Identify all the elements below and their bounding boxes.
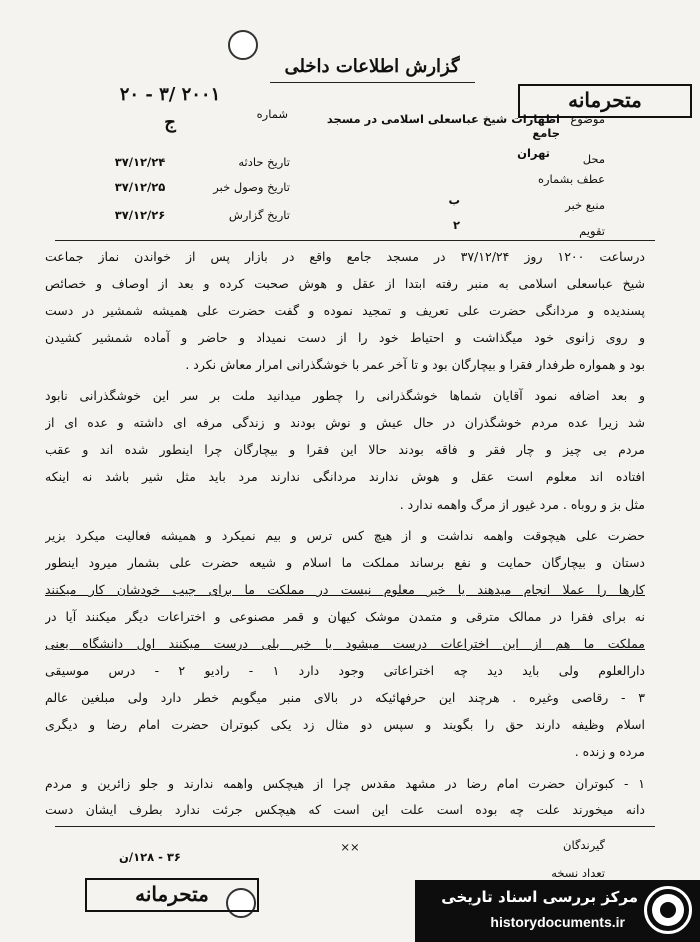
archive-logo-banner xyxy=(415,880,700,942)
body-line: و بعد اضافه نمود آقایان شماها خوشگذرانی را چطور میدانید ملت بر سر این خوشگذرانی نابود xyxy=(45,388,645,403)
rating-label: تقویم xyxy=(579,224,605,238)
punch-hole xyxy=(228,30,258,60)
archive-url[interactable]: historydocuments.ir xyxy=(490,914,625,930)
body-line: حضرت علی هیچوقت واهمه نداشت و از هیچ کس ترس و بیم نمیکرد و همیشه فعالیت میکرد بزیر xyxy=(45,528,645,543)
received-date-label: تاریخ وصول خبر xyxy=(213,180,290,194)
body-line: نه برای فقرا در ممالک مترقی و متمدن موشک کیهان و قمر مصنوعی و اختراعات دیگر میکنند آیا در xyxy=(45,609,645,624)
document-letter: ج xyxy=(164,112,176,133)
archive-logo-inner xyxy=(652,894,684,926)
confidential-stamp-top: متحرمانه xyxy=(518,84,692,118)
body-line: دارالعلوم ولی باید دید چه اختراعاتی وجود دارد ۱ - رادیو ۲ - درس موسیقی xyxy=(45,663,645,678)
body-line: درساعت ۱۲۰۰ روز ۳۷/۱۲/۲۴ در مسجد جامع واقع در بازار پس از خواندن نماز جماعت xyxy=(45,249,645,264)
report-date-label: تاریخ گزارش xyxy=(228,208,290,222)
subject-label: موضوع xyxy=(570,112,605,126)
body-line: افتاده اند معلوم است عقل و هوش ندارند مردانگی ندارند مرد باید مثل شیر باشد نه اینکه xyxy=(45,469,645,484)
body-line: ۳ - رقاصی وغیره . هرچند این حرفهائیکه در بالای منبر میگویم خطر دارد ولی مبلغین عالم xyxy=(45,690,645,705)
body-line: و روی زانوی خود میگذاشت و احتیاط خود را از دست نمیداد و حاضر و آماده شمشیر کشیدن xyxy=(45,330,645,345)
source-label: منبع خبر xyxy=(565,198,605,212)
reference-label: عطف بشماره xyxy=(537,172,605,186)
report-date: ۳۷/۱۲/۲۶ xyxy=(114,208,166,222)
body-line: شیخ عباسعلی اسلامی به منبر رفته ابتدا از عقل و هوش صحبت کرده و بعد از اوصاف و خصائص xyxy=(45,276,645,291)
receivers-label: گیرندگان xyxy=(563,838,605,852)
document-number-label: شماره xyxy=(256,107,288,121)
body-line: اسلام وظیفه دارند حق را بگویند و سپس دو مثال زد یکی کبوتران حضرت امام رضا و دیگری xyxy=(45,717,645,732)
body-line: مردم بی چیز و چار فقر و فاقه بودند حالا این فقرا و بیچارگان چرا اینطور شده اند و عقب xyxy=(45,442,645,457)
body-line: بود و همواره طرفدار فقرا و بیچارگان بود و تا آخر عمر با خوشگذرانی امرار معاش نکرد . xyxy=(185,357,645,372)
marks: ×× xyxy=(340,840,360,854)
confidential-stamp-bottom: متحرمانه xyxy=(85,878,259,912)
body-line: دستان و بیچارگان حمایت و نفع برساند مملکت ما اسلام و شیعه حضرت علی بشمار میرود اینطور xyxy=(45,555,645,570)
body-line: مثل بز و روباه . مرد غیور از مرگ واهمه ندارد . xyxy=(399,497,645,512)
body-line: پسندیده و مردانگی حضرت علی تعریف و تمجید نموده و گفت حضرت علی همیشه شمشیر در دست xyxy=(45,303,645,318)
title-underline xyxy=(270,82,475,83)
copies-label: تعداد نسخه xyxy=(551,866,605,880)
header-divider xyxy=(55,240,655,241)
place-value: تهران xyxy=(517,146,550,160)
subject-value: اظهارات شیخ عباسعلی اسلامی در مسجد جامع xyxy=(326,112,560,140)
body-line: مرده و زنده . xyxy=(574,744,645,759)
report-title: گزارش اطلاعات داخلی xyxy=(284,56,460,77)
footer-divider xyxy=(55,826,655,827)
body-line: شد زیرا عده مردم خوشگذران در حال عیش و نوش بودند و زندگی مرفه ای داشته و عده ای از xyxy=(45,415,645,430)
source-value: ب xyxy=(448,193,460,207)
event-date-label: تاریخ حادثه xyxy=(238,155,290,169)
file-code: ۳۶ - ۱۲۸/ن xyxy=(119,850,181,864)
event-date: ۳۷/۱۲/۲۴ xyxy=(114,155,166,169)
body-line: دانه میخورند علت چه بوده است علت این است که هیچکس جرئت ندارد بطرف ایشان دست xyxy=(45,802,645,817)
body-line: کارها را عملا انجام میدهند یا خیر معلوم نیست در مملکت ما برای جیب خودشان کار میکنند xyxy=(45,582,645,597)
body-line: مملکت ما هم از این اختراعات درست میشود یا خیر بلی درست میکنند اول دانشگاه یعنی xyxy=(45,636,645,651)
document-number: ۲۰۰۱ /۳ - ۲۰ xyxy=(119,84,221,105)
body-line: ۱ - کبوتران حضرت امام رضا در مشهد مقدس چرا از هیچکس واهمه ندارند و جلو زائرین و مردم xyxy=(45,776,645,791)
received-date: ۳۷/۱۲/۲۵ xyxy=(114,180,166,194)
place-label: محل xyxy=(582,152,605,166)
rating-value: ۲ xyxy=(452,218,460,232)
archive-title: مرکز بررسی اسناد تاریخی xyxy=(441,888,638,906)
